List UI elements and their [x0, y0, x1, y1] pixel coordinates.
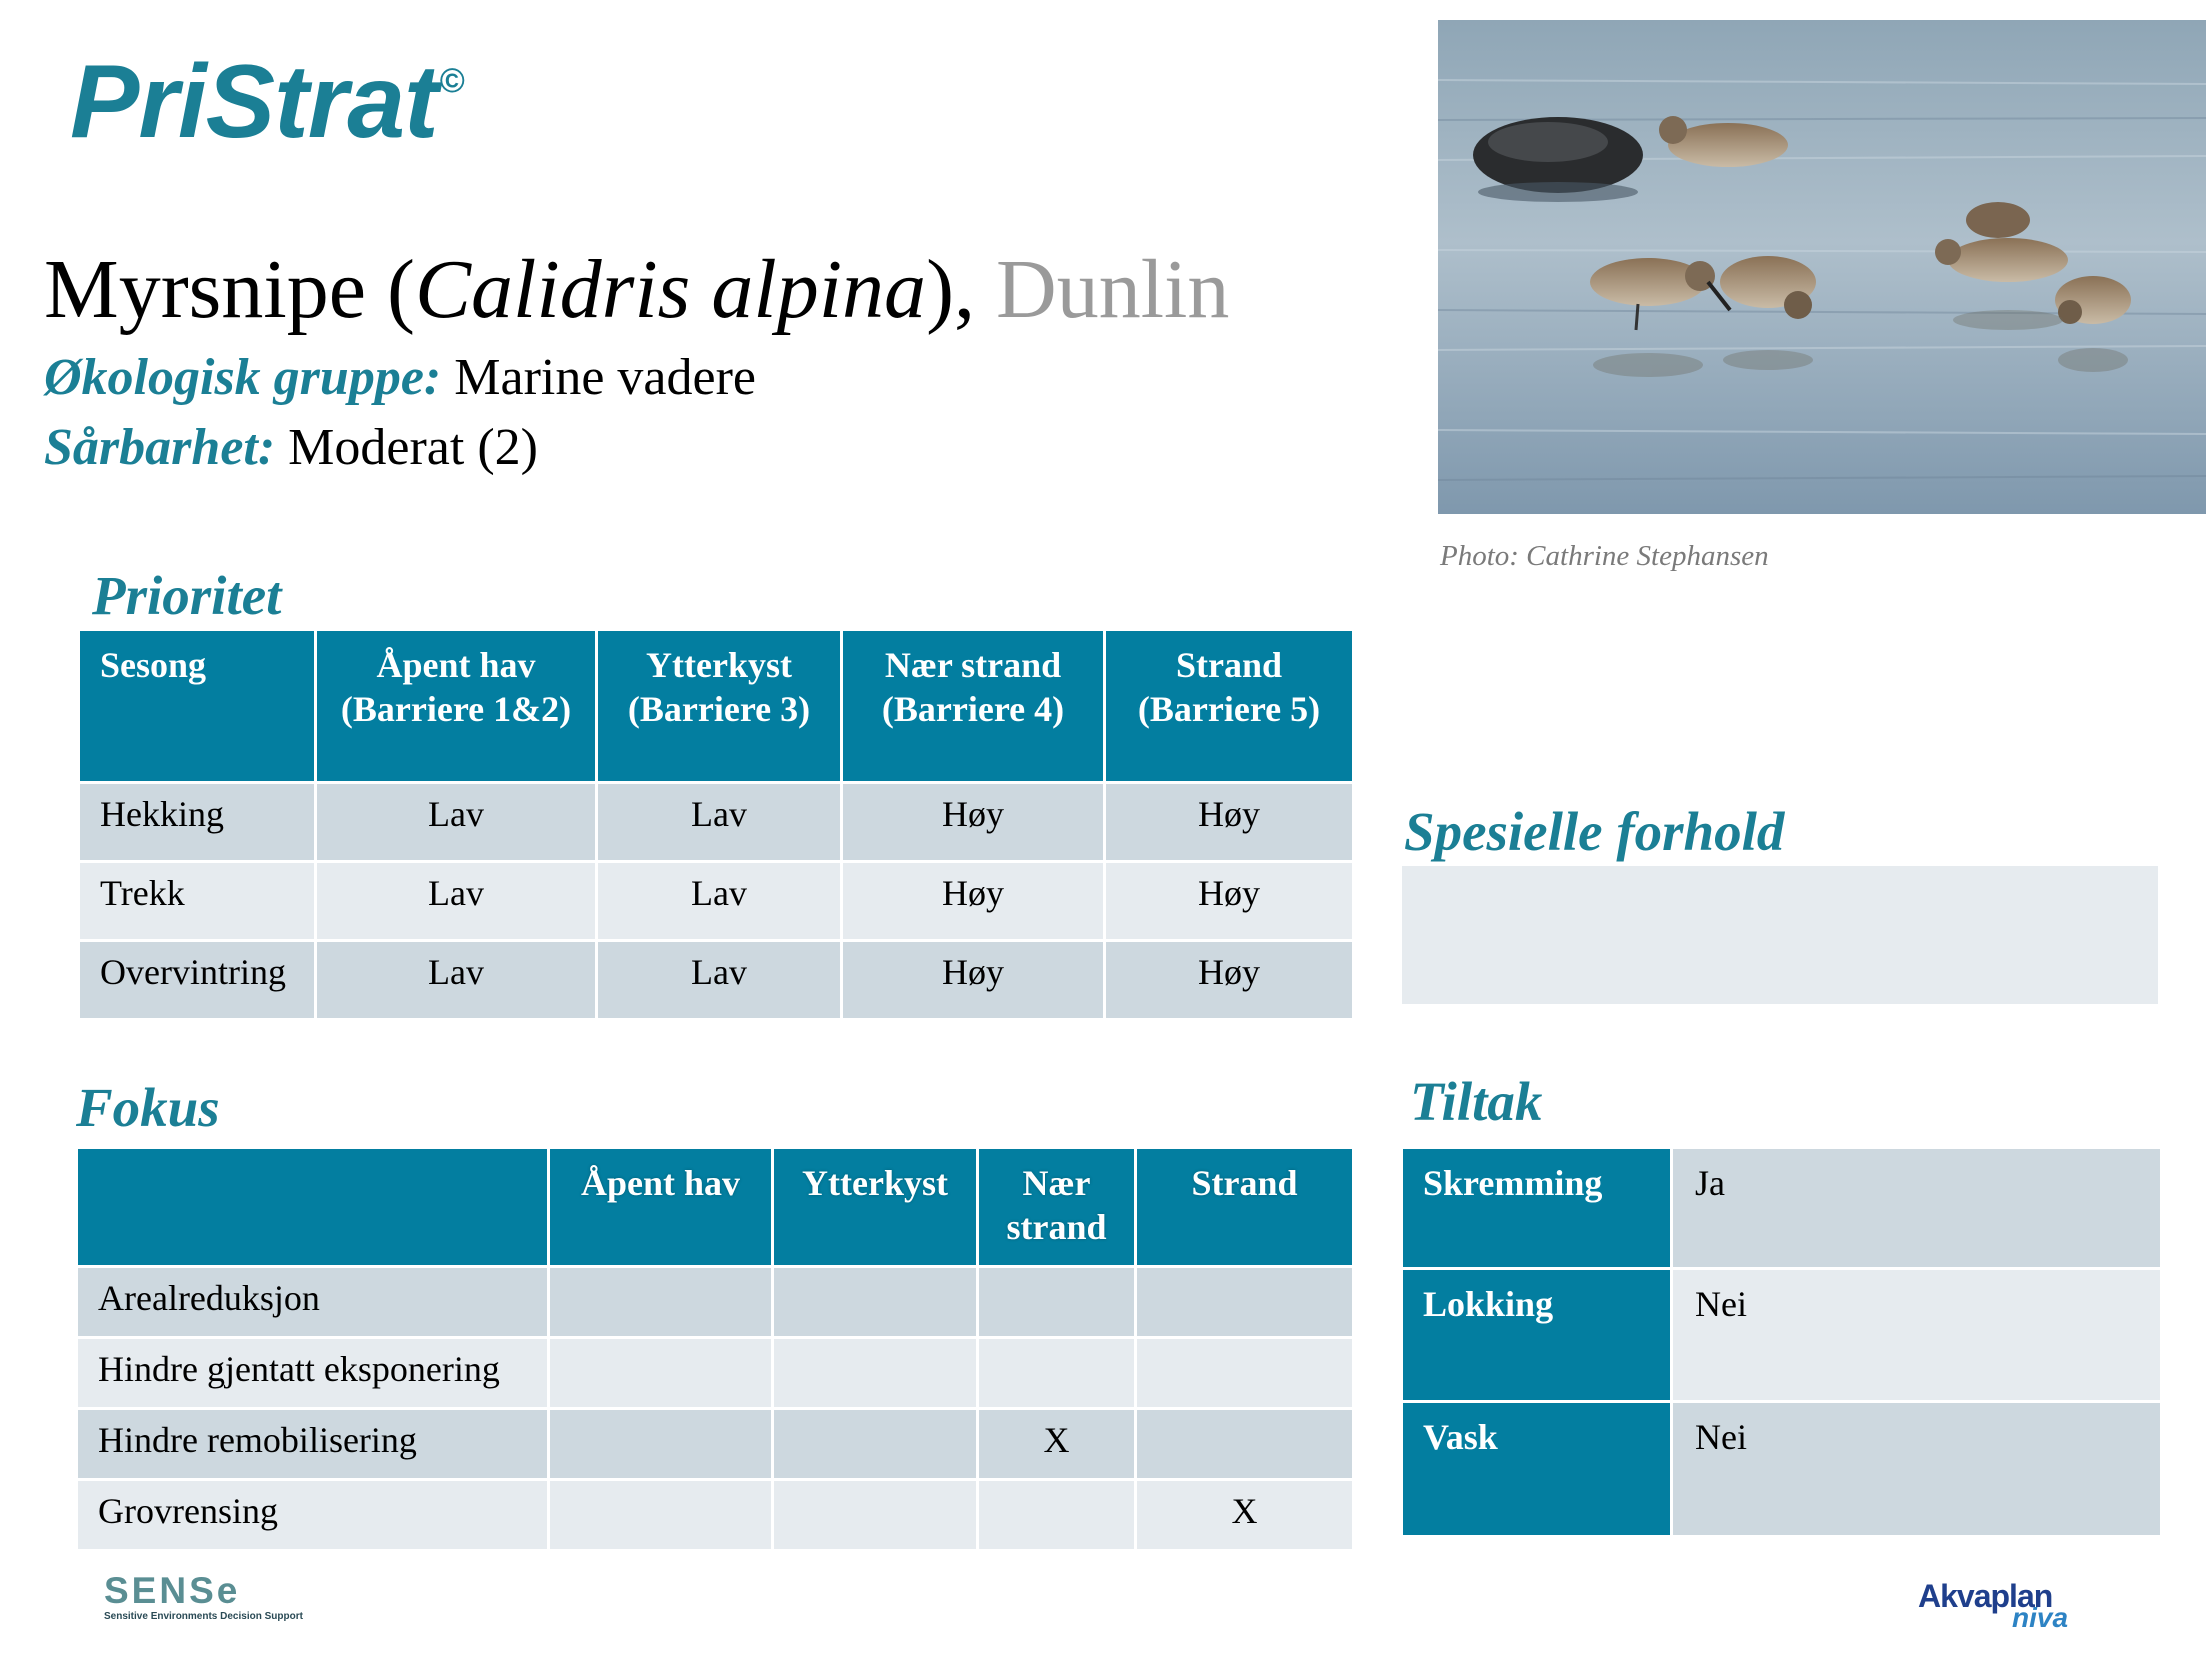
table-cell: Høy [1105, 862, 1354, 941]
table-row [79, 783, 1354, 862]
table-header-row [79, 630, 1354, 783]
table-cell [1136, 1409, 1354, 1480]
pristrat-logo [70, 44, 464, 160]
table-cell: Hindre gjentatt eksponering [77, 1338, 549, 1409]
vulnerability-value: Moderat (2) [275, 419, 538, 476]
table-header-cell: Åpent hav [549, 1148, 773, 1267]
table-cell: Lav [597, 862, 842, 941]
prioritet-heading: Prioritet [92, 565, 282, 626]
table-header-cell: Nær strand (Barriere 4) [842, 630, 1105, 783]
table-cell: Lav [316, 783, 597, 862]
vulnerability-label: Sårbarhet: [44, 419, 276, 476]
spesielle-box [1402, 866, 2158, 1004]
niva-wordmark: niva [2012, 1602, 2069, 1633]
sense-wordmark: SENSe [104, 1570, 241, 1611]
tiltak-table [1400, 1146, 2163, 1538]
table-cell: Høy [1105, 941, 1354, 1020]
species-name-latin: Calidris alpina [414, 243, 927, 336]
table-cell [978, 1338, 1136, 1409]
prioritet-table [77, 628, 1355, 1021]
table-cell: Hekking [79, 783, 316, 862]
table-cell: Høy [1105, 783, 1354, 862]
table-cell [978, 1267, 1136, 1338]
table-header-cell: Nær strand [978, 1148, 1136, 1267]
table-row [77, 1409, 1354, 1480]
fokus-table [75, 1146, 1355, 1552]
table-header-row [77, 1148, 1354, 1267]
sense-logo [104, 1572, 303, 1622]
sense-subtitle: Sensitive Environments Decision Support [104, 1611, 303, 1622]
table-cell: X [978, 1409, 1136, 1480]
table-cell: Lav [316, 862, 597, 941]
table-cell [549, 1338, 773, 1409]
spesielle-heading: Spesielle forhold [1404, 801, 1785, 862]
table-cell [1136, 1338, 1354, 1409]
table-row [79, 941, 1354, 1020]
photo-credit: Photo: Cathrine Stephansen [1440, 540, 1769, 572]
table-header-cell [77, 1148, 549, 1267]
species-title [44, 243, 1230, 336]
table-cell: Grovrensing [77, 1480, 549, 1551]
table-cell [549, 1480, 773, 1551]
table-row [1402, 1269, 2162, 1402]
table-cell [549, 1409, 773, 1480]
species-name-no: Myrsnipe ( [44, 243, 415, 336]
table-header-cell: Skremming [1402, 1148, 1672, 1269]
table-cell: Høy [842, 941, 1105, 1020]
table-cell: Overvintring [79, 941, 316, 1020]
akvaplan-niva-logo [1918, 1578, 2069, 1633]
table-cell: Lav [597, 941, 842, 1020]
table-header-cell: Åpent hav (Barriere 1&2) [316, 630, 597, 783]
table-cell: Høy [842, 862, 1105, 941]
table-header-cell: Strand [1136, 1148, 1354, 1267]
table-cell: Nei [1672, 1402, 2162, 1537]
akvaplan-wordmark: Akvaplan [1918, 1578, 2053, 1614]
copyright-mark: © [439, 62, 464, 100]
table-header-cell: Lokking [1402, 1269, 1672, 1402]
table-cell: Hindre remobilisering [77, 1409, 549, 1480]
table-row [77, 1480, 1354, 1551]
species-name-sep: ), [926, 243, 997, 336]
logo-text: PriStrat [70, 44, 438, 160]
table-cell: Nei [1672, 1269, 2162, 1402]
table-cell [549, 1267, 773, 1338]
table-header-cell: Ytterkyst [773, 1148, 978, 1267]
tiltak-heading: Tiltak [1410, 1071, 1543, 1132]
ecology-value: Marine vadere [441, 349, 756, 406]
table-header-cell: Ytterkyst (Barriere 3) [597, 630, 842, 783]
fokus-heading: Fokus [76, 1077, 220, 1138]
table-cell: Ja [1672, 1148, 2162, 1269]
table-cell [773, 1267, 978, 1338]
table-cell [773, 1480, 978, 1551]
table-row [1402, 1402, 2162, 1537]
table-row [1402, 1148, 2162, 1269]
table-cell: Lav [316, 941, 597, 1020]
table-header-cell: Strand (Barriere 5) [1105, 630, 1354, 783]
table-cell [773, 1409, 978, 1480]
table-cell [1136, 1267, 1354, 1338]
table-cell: Arealreduksjon [77, 1267, 549, 1338]
table-cell: X [1136, 1480, 1354, 1551]
table-header-cell: Vask [1402, 1402, 1672, 1537]
table-cell: Trekk [79, 862, 316, 941]
species-name-en: Dunlin [996, 243, 1230, 336]
ecology-group [44, 349, 756, 406]
table-cell: Høy [842, 783, 1105, 862]
table-row [77, 1338, 1354, 1409]
table-cell [978, 1480, 1136, 1551]
vulnerability [44, 419, 538, 476]
table-header-cell: Sesong [79, 630, 316, 783]
table-row [79, 862, 1354, 941]
ecology-label: Økologisk gruppe: [44, 349, 442, 406]
table-row [77, 1267, 1354, 1338]
dunlin-photo [1438, 20, 2206, 514]
table-cell [773, 1338, 978, 1409]
table-cell: Lav [597, 783, 842, 862]
